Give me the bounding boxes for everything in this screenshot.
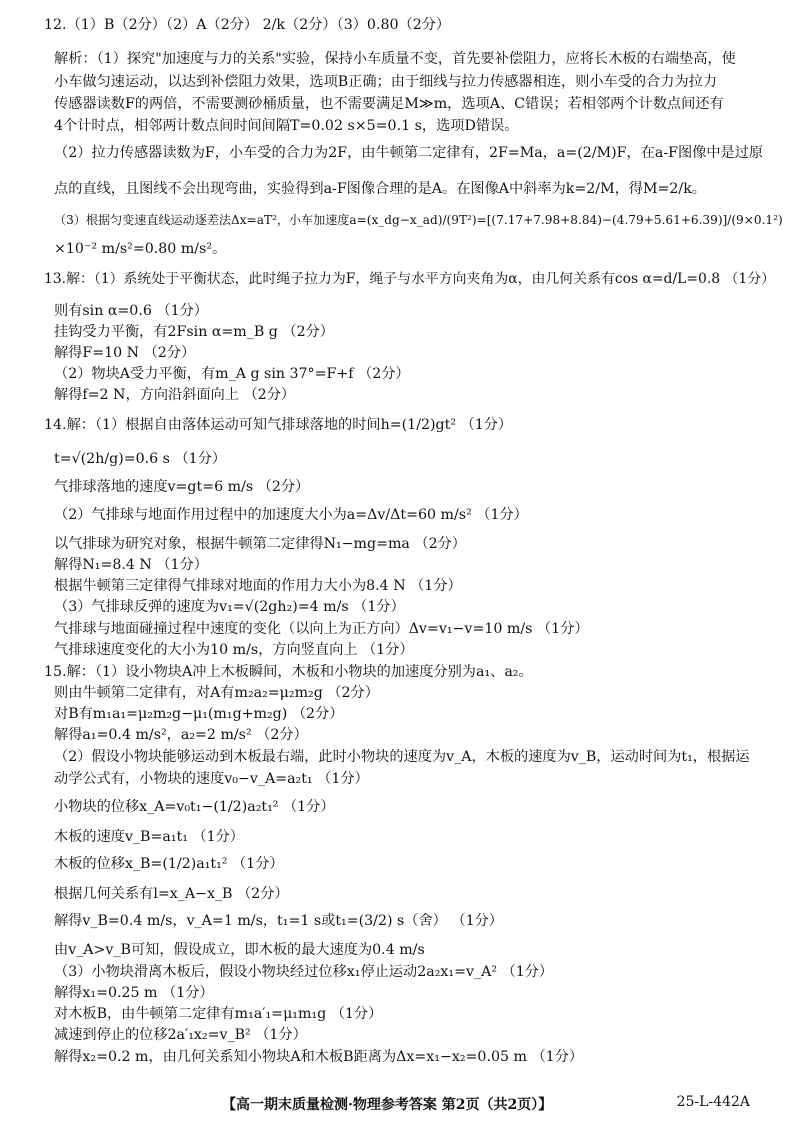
- q14-line: （3）气排球反弹的速度为v₁=√(2gh₂)=4 m/s （1分）: [54, 599, 405, 615]
- q12-analysis-line: 传感器读数F的两倍，不需要测砂桶质量，也不需要满足M≫m，选项A、C错误；若相邻两个计数点间还有: [54, 96, 724, 112]
- q15-line: 根据几何关系有l=x_A−x_B （2分）: [54, 886, 289, 902]
- q14-line: 气排球与地面碰撞过程中速度的变化（以向上为正方向）Δv=v₁−v=10 m/s （1分）: [54, 621, 589, 637]
- q13-line: 挂钩受力平衡，有2Fsin α=m_B g （2分）: [54, 324, 334, 340]
- q14-line: 气排球速度变化的大小为10 m/s，方向竖直向上 （1分）: [54, 642, 414, 658]
- q15-line: 15.解：（1）设小物块A冲上木板瞬间，木板和小物块的加速度分别为a₁、a₂。: [44, 664, 533, 680]
- q13-line: 13.解：（1）系统处于平衡状态，此时绳子拉力为F，绳子与水平方向夹角为α，由几何关系有cos α=d/L=0.8 （1分）: [44, 271, 776, 287]
- q14-line: 解得N₁=8.4 N （1分）: [54, 557, 208, 573]
- q14-line: 气排球落地的速度v=gt=6 m/s （2分）: [54, 479, 310, 495]
- q14-line: 14.解：（1）根据自由落体运动可知气排球落地的时间h=(1/2)gt² （1分）: [44, 417, 513, 433]
- q13-line: 则有sin α=0.6 （1分）: [54, 303, 208, 319]
- q15-line: 则由牛顿第二定律有，对A有m₂a₂=μ₂m₂g （2分）: [54, 685, 379, 701]
- q12-part3-line: （3）根据匀变速直线运动逐差法Δx=aT²，小车加速度a=(x_dg−x_ad)/(9T²)=[(7.17+7.98+8.84)−(4.79+5.61+6.39)]/(9×0.1²): [54, 213, 783, 227]
- q12-analysis-line: 4个计时点，相邻两计数点间时间间隔T=0.02 s×5=0.1 s，选项D错误。: [54, 118, 519, 134]
- q15-line: 减速到停止的位移2a′₁x₂=v_B² （1分）: [54, 1027, 307, 1043]
- q14-line: 根据牛顿第三定律得气排球对地面的作用力大小为8.4 N （1分）: [54, 578, 462, 594]
- q15-line: 由v_A>v_B可知，假设成立，即木板的最大速度为0.4 m/s: [54, 942, 425, 958]
- q15-line: 对B有m₁a₁=μ₂m₂g−μ₁(m₁g+m₂g) （2分）: [54, 706, 344, 722]
- q15-line: 木板的速度v_B=a₁t₁ （1分）: [54, 829, 244, 845]
- q15-line: （2）假设小物块能够运动到木板最右端，此时小物块的速度为v_A，木板的速度为v_B，运动时间为t₁，根据运: [54, 749, 750, 765]
- q15-line: （3）小物块滑离木板后，假设小物块经过位移x₁停止运动2a₂x₁=v_A² （1分）: [54, 964, 554, 980]
- q12-analysis-line: 小车做匀速运动，以达到补偿阻力效果，选项B正确；由于细线与拉力传感器相连，则小车受的合力为拉力: [54, 74, 718, 90]
- page-footer-code: 25-L-442A: [676, 1094, 750, 1110]
- page-footer-title: 【高一期末质量检测·物理参考答案 第2页（共2页）】: [222, 1097, 553, 1113]
- q15-line: 动学公式有，小物块的速度v₀−v_A=a₂t₁ （1分）: [54, 771, 369, 787]
- q12-header: 12.（1）B（2分）（2）A（2分） 2/k（2分）（3）0.80（2分）: [44, 17, 451, 33]
- q15-line: 解得a₁=0.4 m/s²，a₂=2 m/s² （2分）: [54, 727, 308, 743]
- q12-part2-line: 点的直线，且图线不会出现弯曲，实验得到a-F图像合理的是A。在图像A中斜率为k=2/M，得M=2/k。: [54, 181, 706, 197]
- q13-line: （2）物块A受力平衡，有m_A g sin 37°=F+f （2分）: [54, 366, 410, 382]
- q13-line: 解得f=2 N，方向沿斜面向上 （2分）: [54, 387, 296, 403]
- q15-line: 小物块的位移x_A=v₀t₁−(1/2)a₂t₁² （1分）: [54, 799, 335, 815]
- q14-line: （2）气排球与地面作用过程中的加速度大小为a=Δv/Δt=60 m/s² （1分）: [54, 507, 528, 523]
- q13-line: 解得F=10 N （2分）: [54, 345, 196, 361]
- q12-part2-line: （2）拉力传感器读数为F，小车受的合力为2F，由牛顿第二定律有，2F=Ma，a=(2/M)F，在a-F图像中是过原: [54, 145, 764, 161]
- q14-line: t=√(2h/g)=0.6 s （1分）: [54, 451, 227, 467]
- q15-line: 对木板B，由牛顿第二定律有m₁a′₁=μ₁m₁g （1分）: [54, 1006, 383, 1022]
- q12-part3-line: ×10⁻² m/s²=0.80 m/s²。: [54, 241, 227, 257]
- q12-analysis-line: 解析：（1）探究"加速度与力的关系"实验，保持小车质量不变，首先要补偿阻力，应将长木板的右端垫高，使: [54, 51, 736, 67]
- q15-line: 木板的位移x_B=(1/2)a₁t₁² （1分）: [54, 856, 284, 872]
- q15-line: 解得x₁=0.25 m （1分）: [54, 985, 214, 1001]
- q14-line: 以气排球为研究对象，根据牛顿第二定律得N₁−mg=ma （2分）: [54, 536, 466, 552]
- q15-line: 解得x₂=0.2 m，由几何关系知小物块A和木板B距离为Δx=x₁−x₂=0.05 m （1分）: [54, 1049, 584, 1065]
- q15-line: 解得v_B=0.4 m/s，v_A=1 m/s，t₁=1 s或t₁=(3/2) s（舍） （1分）: [54, 913, 503, 929]
